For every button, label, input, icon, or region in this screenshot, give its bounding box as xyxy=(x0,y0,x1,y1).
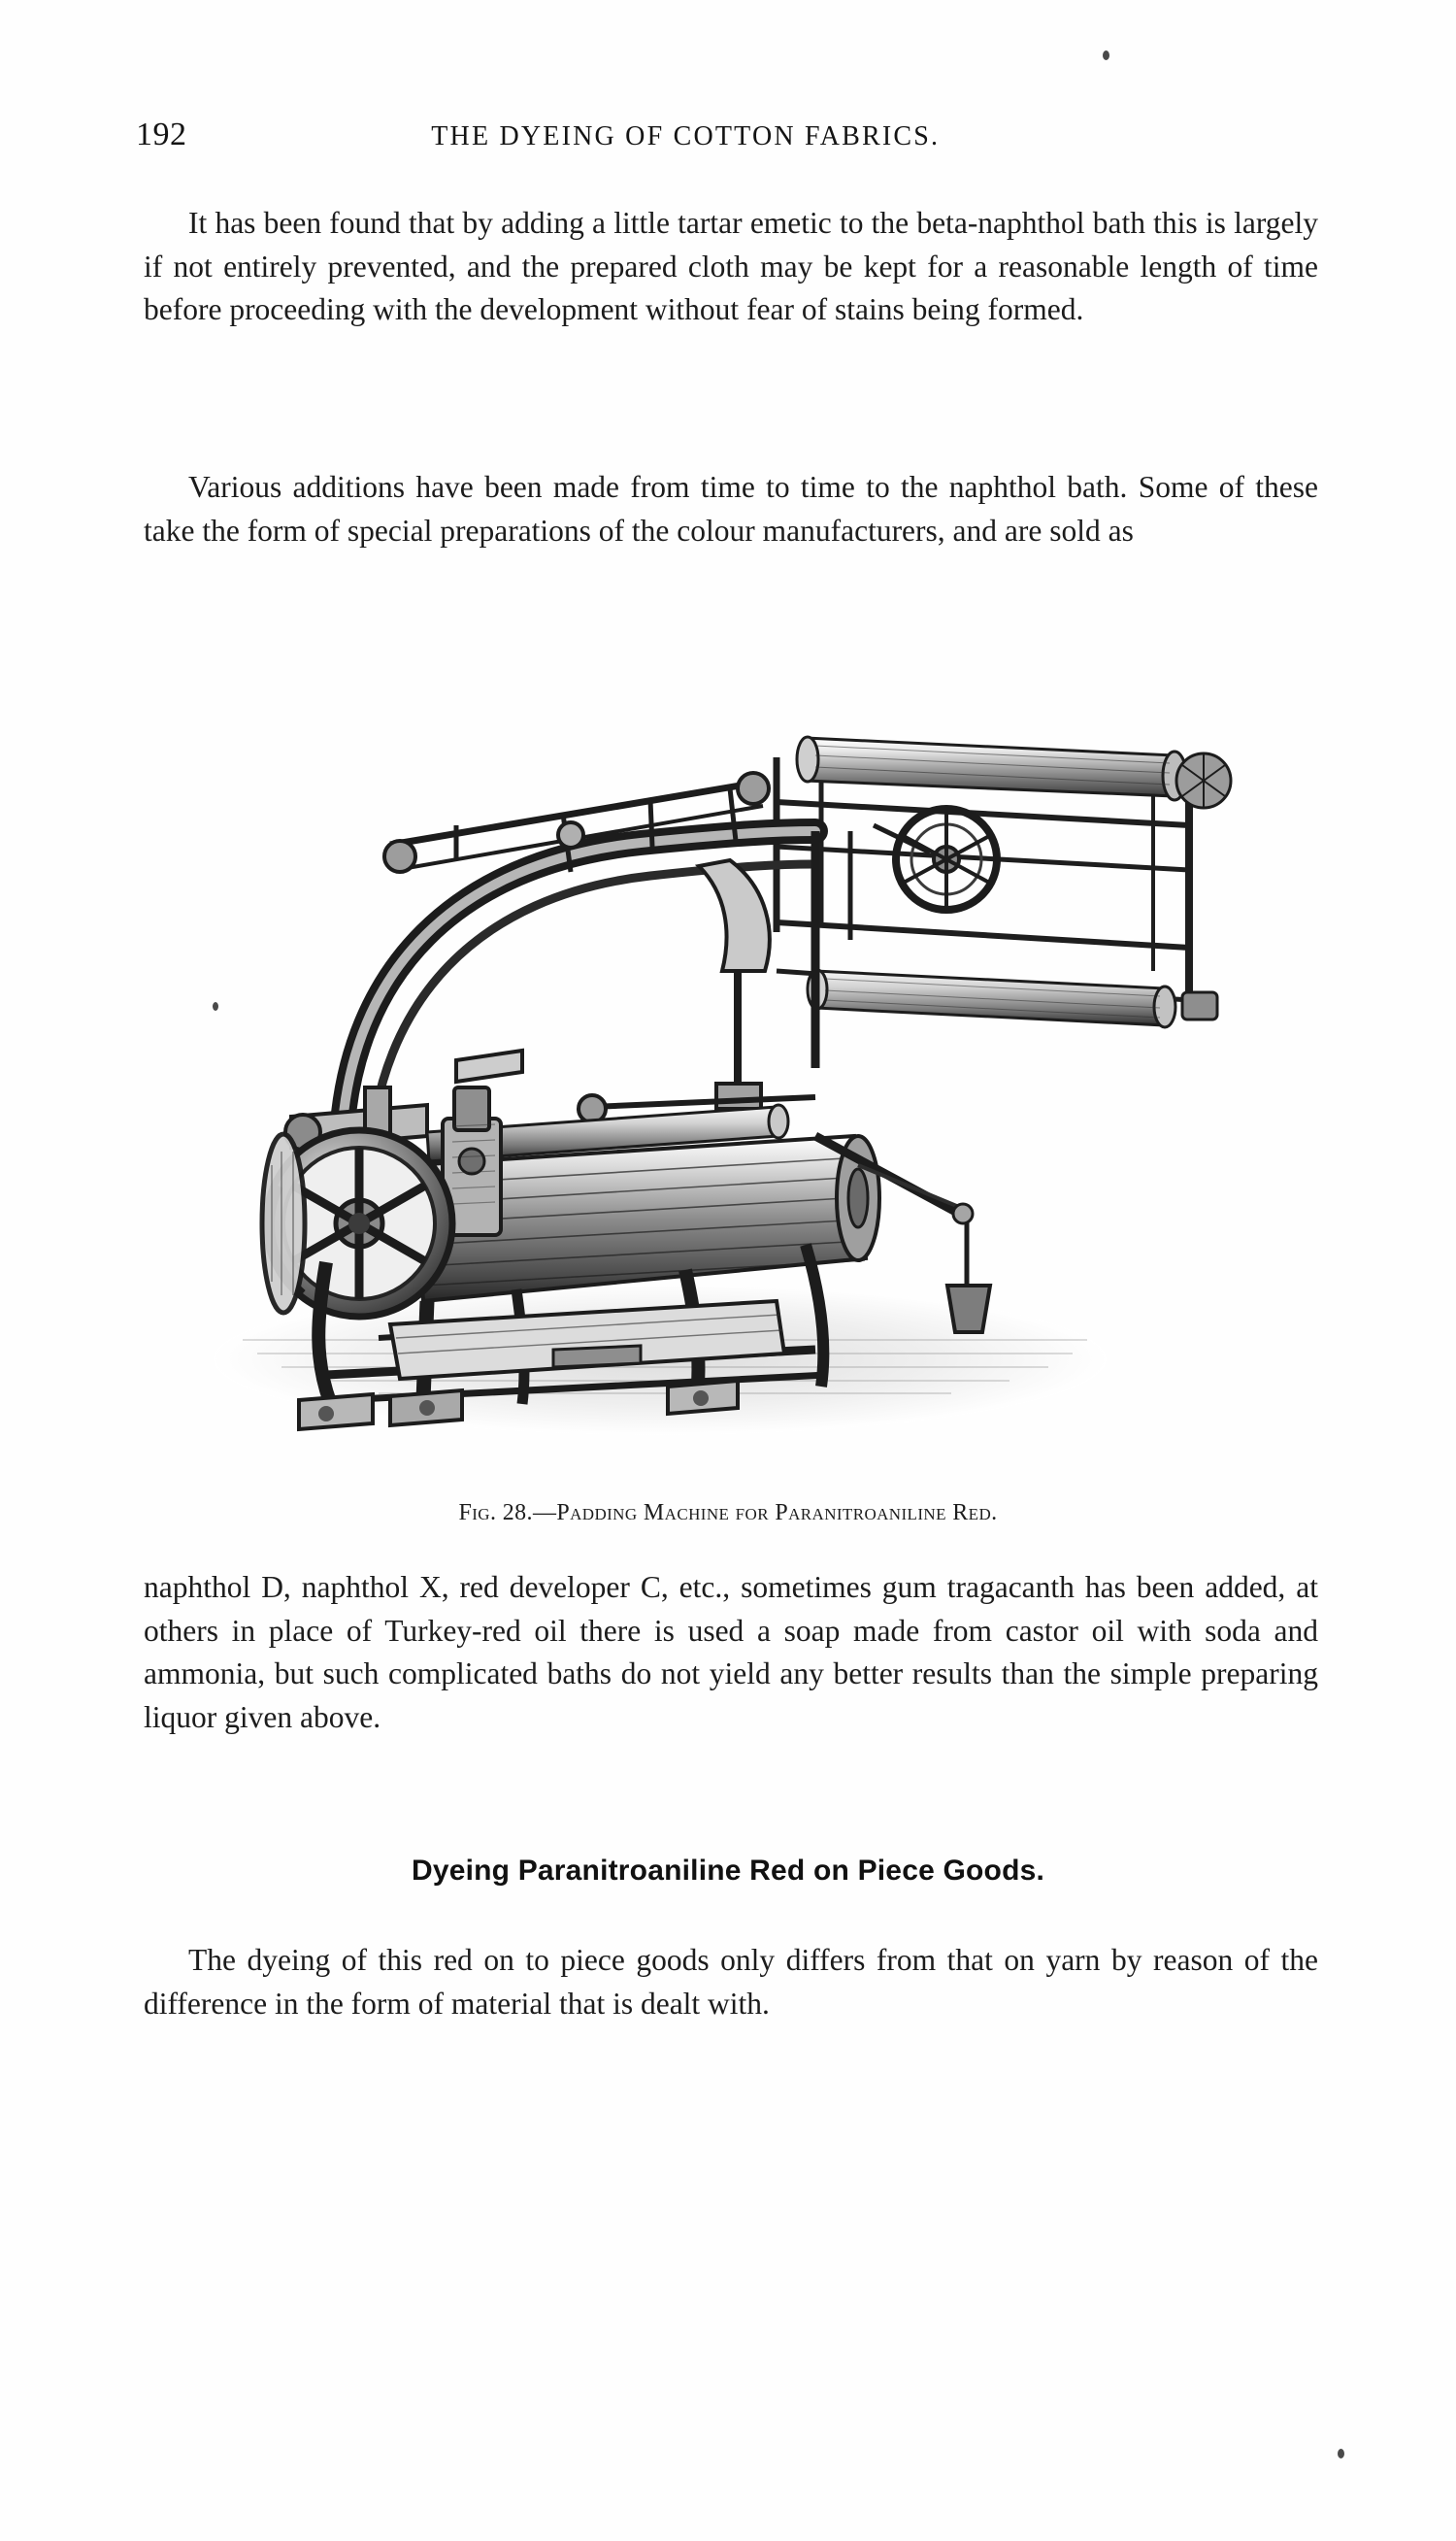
figure-caption xyxy=(136,1500,1320,1526)
paper-speck-top xyxy=(1103,50,1109,60)
paragraph-text: It has been found that by adding a little tartar emetic to the beta-naphthol bath this is largely if not entirely prevented, and the prepared cloth may be kept for a reasonable length of time before proceeding with the development without fear of stains being formed. xyxy=(144,206,1318,327)
body-paragraph-1 xyxy=(144,202,1318,332)
figure-caption-text: Fig. 28.—Padding Machine for Paranitroaniline Red. xyxy=(458,1500,998,1525)
paragraph-text: Various additions have been made from time to time to the naphthol bath. Some of these take the form of special preparations of the colour manufacturers, and are sold as xyxy=(144,470,1318,548)
body-paragraph-4 xyxy=(144,1939,1318,2025)
running-head xyxy=(136,117,1301,165)
paragraph-text: The dyeing of this red on to piece goods only differs from that on yarn by reason of the difference in the form of material that is dealt with. xyxy=(144,1943,1318,2021)
body-paragraph-3 xyxy=(144,1566,1318,1740)
mid-roller xyxy=(808,970,1217,1027)
page-number: 192 xyxy=(136,117,187,152)
padding-machine-engraving xyxy=(136,680,1320,1495)
paragraph-text: naphthol D, naphthol X, red developer C, etc., sometimes gum tragacanth has been added, at others in place of Turkey-red oil there is used a soap made from castor oil with soda and ammonia, but such complicated baths do not yield any better results than the simple preparing liquor given above. xyxy=(144,1570,1318,1735)
body-paragraph-2 xyxy=(144,466,1318,552)
figure-illustration xyxy=(136,680,1320,1495)
figure-28 xyxy=(136,680,1320,1554)
section-heading: Dyeing Paranitroaniline Red on Piece Goods. xyxy=(411,1855,1045,1887)
top-roller xyxy=(797,737,1231,808)
flywheel xyxy=(262,1130,452,1317)
paper-speck-bottom xyxy=(1338,2449,1344,2458)
running-head-title: THE DYEING OF COTTON FABRICS. xyxy=(431,121,941,151)
